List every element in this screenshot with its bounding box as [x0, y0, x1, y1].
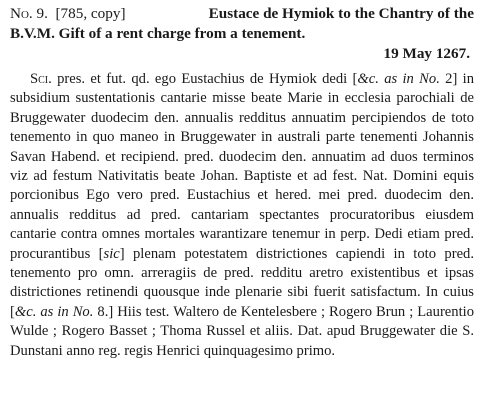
body-incipit: Sci. [30, 71, 52, 87]
entry-body [10, 70, 474, 361]
entry-title-line-1: Eustace de Hymiok to the Chantry of the [208, 5, 474, 22]
body-part-3: ] plenam potestatem districtiones capiendi in toto pred. tenemento pro omn. arreragiis de pred. redditu aretro existentibus et ipsas districtiones retinendi quousque inde plenarie sibi fuerit satisfactum. In cuius [ [10, 245, 474, 320]
body-part-4: 8.] Hiis test. Waltero de Kentelesbere ; Rogero Brun ; Laurentio Wulde ; Rogero Basset ; Thoma Russel et aliis. Dat. apud Bruggewater die S. Dunstani anno reg. regis Henrici quinquagesimo primo. [10, 303, 474, 359]
body-cross-reference-1: &c. as in No. [357, 71, 440, 87]
document-heading [10, 4, 474, 44]
body-cross-reference-2: &c. as in No. [14, 303, 94, 320]
entry-number: No. 9. [10, 5, 48, 22]
heading-line-1 [10, 4, 474, 24]
body-sic: sic [103, 245, 120, 262]
entry-title-line-2: B.V.M. Gift of a rent charge from a tenement. [10, 25, 306, 42]
entry-reference: [785, copy] [55, 5, 126, 22]
entry-date: 19 May 1267. [383, 45, 470, 62]
body-part-2: 2] in subsidium sustentationis cantarie misse beate Marie in ecclesia parochiali de Bruggewater duodecim den. annualis redditus annuatim percipiendos de toto tenemento in quo maneo in Bruggewater in australi parte tenementi Johannis Savan Habend. et recipiend. pred. duodecim den. annuatim ad duos terminos viz ad festum Nativitatis beate Johan. Baptiste et ad fest. Nat. Domini equis porcionibus Ego vero pred. Eustachius et hered. mei pred. duodecim den. annualis redditus ad pred. cantariam spectantes procuratoribus eiusdem cantarie contra omnes mortales warantizare tenemur in perp. Dedi etiam pred. procurantibus [ [10, 71, 474, 262]
body-part-1: pres. et fut. qd. ego Eustachius de Hymiok dedi [ [51, 71, 358, 87]
